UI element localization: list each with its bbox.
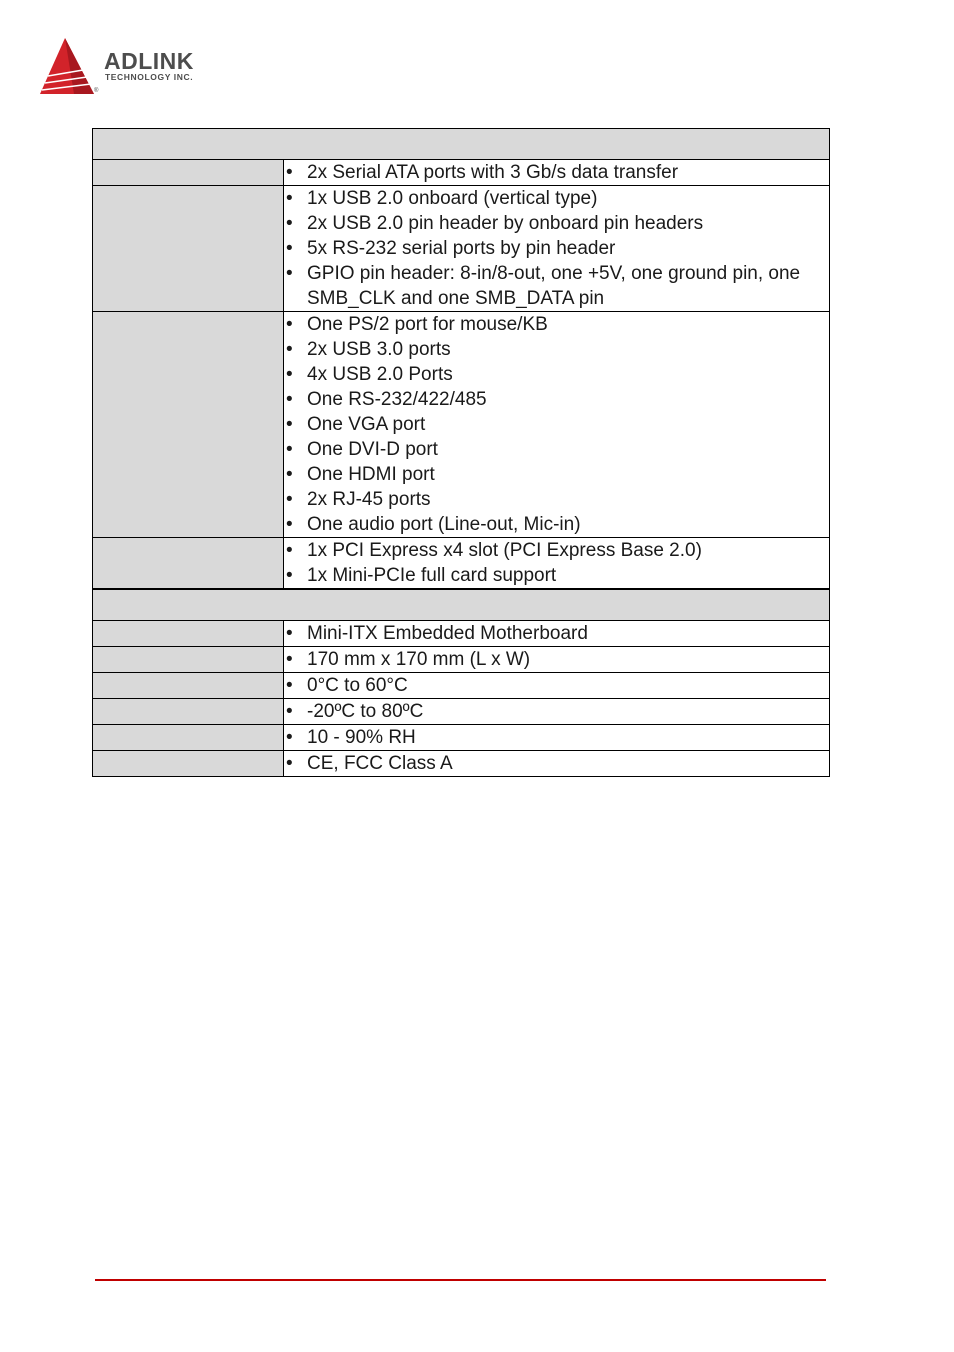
- section-header-row: [93, 129, 830, 160]
- list-item: • 1x Mini-PCIe full card support: [284, 563, 829, 588]
- row-label: [93, 621, 284, 647]
- row-value: [284, 538, 830, 590]
- section-header: [93, 129, 830, 160]
- list-item: • 1x PCI Express x4 slot (PCI Express Base 2.0): [284, 538, 829, 563]
- list-item: • One RS-232/422/485: [284, 387, 829, 412]
- logo-wordmark: ADLINK: [104, 48, 194, 74]
- row-value: [284, 673, 830, 699]
- section-header: [93, 589, 830, 621]
- row-label: [93, 699, 284, 725]
- list-item: • -20ºC to 80ºC: [284, 699, 829, 724]
- row-value: [284, 186, 830, 312]
- row-value: [284, 725, 830, 751]
- list-item: • GPIO pin header: 8-in/8-out, one +5V, one ground pin, one SMB_CLK and one SMB_DATA pin: [284, 261, 829, 311]
- list-item: • 2x USB 2.0 pin header by onboard pin headers: [284, 211, 829, 236]
- row-value: [284, 751, 830, 777]
- row-label: [93, 647, 284, 673]
- list-item: • 5x RS-232 serial ports by pin header: [284, 236, 829, 261]
- row-value: [284, 621, 830, 647]
- registered-mark: ®: [94, 88, 99, 94]
- list-item: • 170 mm x 170 mm (L x W): [284, 647, 829, 672]
- list-item: • 2x RJ-45 ports: [284, 487, 829, 512]
- list-item: • 0°C to 60°C: [284, 673, 829, 698]
- list-item: • 2x Serial ATA ports with 3 Gb/s data transfer: [284, 160, 829, 185]
- adlink-logo: [38, 36, 238, 100]
- list-item: • One VGA port: [284, 412, 829, 437]
- section-header-row: [93, 589, 830, 621]
- row-label: [93, 160, 284, 186]
- table-row: [93, 647, 830, 673]
- table-row: [93, 538, 830, 590]
- row-label: [93, 538, 284, 590]
- list-item: • 4x USB 2.0 Ports: [284, 362, 829, 387]
- row-label: [93, 673, 284, 699]
- row-label: [93, 751, 284, 777]
- list-item: • 10 - 90% RH: [284, 725, 829, 750]
- list-item: • 1x USB 2.0 onboard (vertical type): [284, 186, 829, 211]
- list-item: • CE, FCC Class A: [284, 751, 829, 776]
- list-item: • 2x USB 3.0 ports: [284, 337, 829, 362]
- list-item: • One audio port (Line-out, Mic-in): [284, 512, 829, 537]
- table-row: [93, 699, 830, 725]
- list-item: • One PS/2 port for mouse/KB: [284, 312, 829, 337]
- row-value: [284, 647, 830, 673]
- table-row: [93, 160, 830, 186]
- pyramid-icon: [38, 36, 100, 98]
- table-row: [93, 186, 830, 312]
- list-item: • Mini-ITX Embedded Motherboard: [284, 621, 829, 646]
- list-item: • One HDMI port: [284, 462, 829, 487]
- logo-subtitle: TECHNOLOGY INC.: [105, 72, 194, 82]
- row-label: [93, 186, 284, 312]
- table-row: [93, 725, 830, 751]
- table-row: [93, 312, 830, 538]
- table-row: [93, 621, 830, 647]
- row-value: [284, 160, 830, 186]
- table-row: [93, 673, 830, 699]
- row-value: [284, 699, 830, 725]
- table-row: [93, 751, 830, 777]
- row-label: [93, 312, 284, 538]
- footer-rule: [95, 1279, 826, 1281]
- list-item: • One DVI-D port: [284, 437, 829, 462]
- row-value: [284, 312, 830, 538]
- row-label: [93, 725, 284, 751]
- specification-table: [92, 128, 830, 777]
